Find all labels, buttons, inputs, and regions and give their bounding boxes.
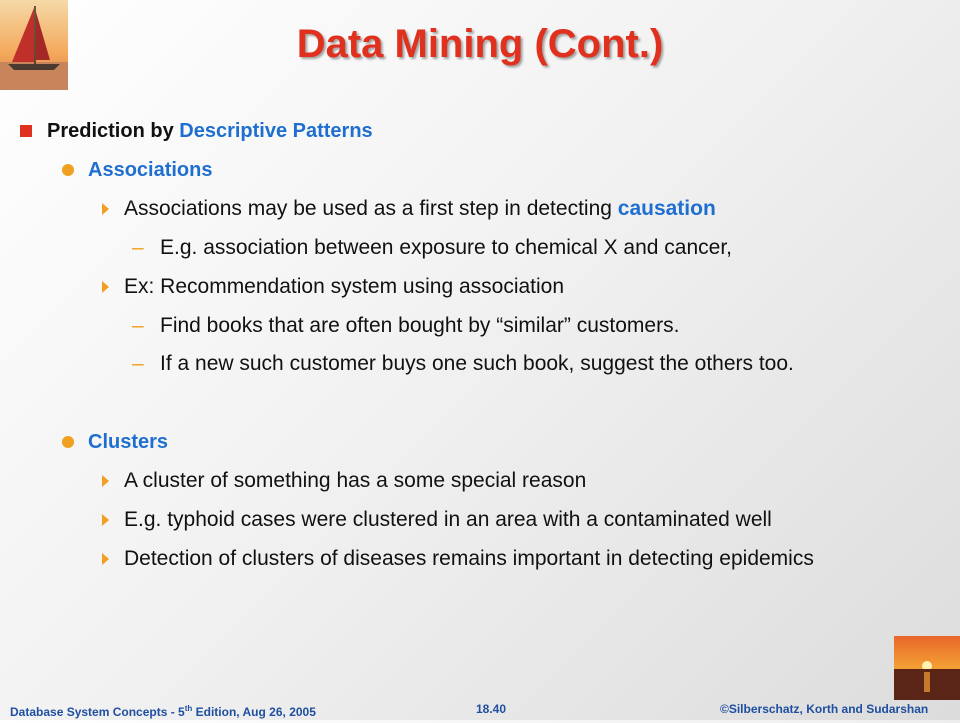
causation-highlight: causation <box>617 197 716 220</box>
footer-copyright: ©Silberschatz, Korth and Sudarshan <box>720 702 929 716</box>
prediction-heading <box>47 118 373 144</box>
assoc-bullet-1 <box>124 196 716 222</box>
arrow-bullet-icon <box>102 475 109 487</box>
clusters-heading: Clusters <box>88 431 169 453</box>
associations-heading: Associations <box>88 159 213 181</box>
dash-bullet-icon: – <box>132 236 144 259</box>
footer-book-suffix: Edition, Aug 26, 2005 <box>192 705 316 719</box>
cluster-bullet-3: Detection of clusters of diseases remains important in detecting epidemics <box>124 547 814 570</box>
assoc-bullet-2: Ex: Recommendation system using association <box>124 275 565 298</box>
assoc-sub-1: E.g. association between exposure to chemical X and cancer, <box>160 236 733 259</box>
dash-bullet-icon: – <box>132 352 144 375</box>
prediction-highlight: Descriptive Patterns <box>179 120 373 142</box>
cluster-bullet-2: E.g. typhoid cases were clustered in an area with a contaminated well <box>124 508 772 531</box>
arrow-bullet-icon <box>102 553 109 565</box>
prediction-prefix: Prediction by <box>47 120 180 142</box>
slide-title: Data Mining (Cont.) <box>296 22 664 66</box>
round-bullet-icon <box>62 436 74 448</box>
round-bullet-icon <box>62 164 74 176</box>
dash-bullet-icon: – <box>132 314 144 337</box>
footer-book-prefix: Database System Concepts - 5 <box>10 705 185 719</box>
assoc-sub-3: If a new such customer buys one such book, suggest the others too. <box>160 352 794 375</box>
cluster-bullet-1: A cluster of something has a some special reason <box>124 469 587 492</box>
footer-book-sup: th <box>184 704 193 713</box>
sunset-image-icon <box>894 636 960 700</box>
arrow-bullet-icon <box>102 514 109 526</box>
assoc-sub-2: Find books that are often bought by “similar” customers. <box>160 314 680 337</box>
footer-page-number: 18.40 <box>476 702 507 716</box>
arrow-bullet-icon <box>102 281 109 293</box>
assoc-bullet-1-prefix: Associations may be used as a first step in detecting <box>124 197 618 220</box>
footer-book-info <box>10 698 316 720</box>
square-bullet-icon <box>20 125 32 137</box>
arrow-bullet-icon <box>102 203 109 215</box>
